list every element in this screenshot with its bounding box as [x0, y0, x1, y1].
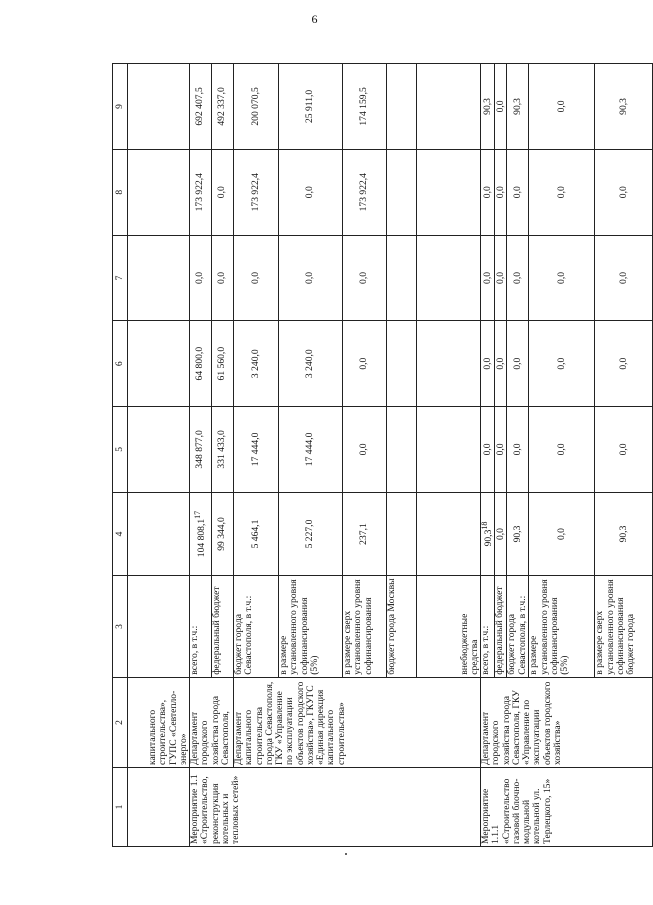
value-cell: 0,0: [279, 149, 343, 235]
source-cell: в размере установленного уровня софинансирования (5%): [529, 576, 595, 678]
value-cell: 0,0: [279, 235, 343, 321]
value-cell: 0,0: [495, 149, 507, 235]
value-cell: 90,3: [595, 64, 653, 150]
value-cell: 90,3$^{18}$: [481, 492, 495, 575]
value-cell: 90,3: [481, 64, 495, 150]
empty-cell: [128, 64, 190, 150]
executor-name: Департамент городского хозяйства города Севастополя,: [190, 677, 234, 767]
empty-cell: [417, 235, 481, 321]
value-cell: 0,0: [481, 407, 495, 493]
empty-cell: [417, 64, 481, 150]
source-cell: федеральный бюджет: [212, 576, 234, 678]
empty-cell: [387, 492, 417, 575]
empty-cell: [387, 407, 417, 493]
value-cell: 0,0: [343, 321, 387, 407]
value-cell: 200 070,5: [234, 64, 279, 150]
value-cell: 17 444,0: [234, 407, 279, 493]
value-cell: 0,0: [595, 407, 653, 493]
value-cell: 0,0: [212, 149, 234, 235]
value-cell: 0,0: [507, 321, 529, 407]
value-cell: 0,0: [343, 235, 387, 321]
source-cell: всего, в т.ч.:: [190, 576, 212, 678]
value-cell: 5 464,1: [234, 492, 279, 575]
header-cell: 8: [113, 149, 128, 235]
value-cell: 104 808,1$^{17}$: [190, 492, 212, 575]
empty-cell: [387, 235, 417, 321]
empty-cell: [417, 149, 481, 235]
value-cell: 5 227,0: [279, 492, 343, 575]
value-cell: 0,0: [529, 321, 595, 407]
value-cell: 90,3: [595, 492, 653, 575]
value-cell: 0,0: [529, 407, 595, 493]
empty-cell: [128, 768, 190, 847]
rotated-table-container: [112, 63, 637, 847]
source-cell: бюджет города Севастополя, в т.ч.:: [234, 576, 279, 678]
value-cell: 237,1: [343, 492, 387, 575]
value-cell: 0,0: [507, 407, 529, 493]
source-cell: бюджет города Севастополя, в т.ч.:: [507, 576, 529, 678]
header-cell: 9: [113, 64, 128, 150]
value-cell: 0,0: [595, 321, 653, 407]
empty-cell: [417, 492, 481, 575]
value-cell: 17 444,0: [279, 407, 343, 493]
value-cell: 3 240,0: [279, 321, 343, 407]
value-cell: 173 922,4: [234, 149, 279, 235]
empty-cell: [387, 321, 417, 407]
source-cell: внебюджетные средства: [417, 576, 481, 678]
value-cell: 0,0: [507, 149, 529, 235]
value-cell: 3 240,0: [234, 321, 279, 407]
header-cell: 7: [113, 235, 128, 321]
empty-cell: [387, 149, 417, 235]
value-cell: 0,0: [529, 235, 595, 321]
scan-dot: [345, 853, 347, 855]
activity-name: Мероприятие 1.1 «Строительство, реконструкция котельных и тепловых сетей»: [190, 768, 481, 847]
value-cell: 0,0: [495, 492, 507, 575]
source-cell: федеральный бюджет: [495, 576, 507, 678]
source-cell: в размере установленного уровня софинансирования (5%): [279, 576, 343, 678]
header-cell: 5: [113, 407, 128, 493]
value-cell: 0,0: [190, 235, 212, 321]
value-cell: 492 337,0: [212, 64, 234, 150]
value-cell: 0,0: [529, 492, 595, 575]
table-row: [190, 64, 212, 847]
value-cell: 0,0: [495, 321, 507, 407]
page-number: 6: [311, 12, 318, 26]
source-cell: в размере сверх установленного уровня софинансирования: [343, 576, 387, 678]
value-cell: 0,0: [495, 64, 507, 150]
value-cell: 0,0: [234, 235, 279, 321]
source-cell: бюджет города Москвы: [387, 576, 417, 678]
value-cell: 0,0: [529, 64, 595, 150]
executor-name: Департамент городского хозяйства города Севастополя, ГКУ «Управление по эксплуатации объектов городского хозяйства»: [481, 677, 653, 767]
value-cell: 0,0: [212, 235, 234, 321]
value-cell: 173 922,4: [343, 149, 387, 235]
executor-continuation: капитального строительства», ГУПС «Севтепло-энерго»: [128, 677, 190, 767]
header-cell: 6: [113, 321, 128, 407]
value-cell: 0,0: [481, 235, 495, 321]
executor-name: Департамент капитального строительства города Севастополя, ГКУ «Управление по эксплуатации объектов городского хозяйства», ГКУГС «Единая дирекция капитального строительства»: [234, 677, 481, 767]
value-cell: 0,0: [595, 235, 653, 321]
empty-cell: [417, 321, 481, 407]
value-cell: 25 911,0: [279, 64, 343, 150]
empty-cell: [128, 407, 190, 493]
funding-table: [112, 63, 653, 847]
value-cell: 0,0: [507, 235, 529, 321]
source-cell: в размере сверх установленного уровня софинансирования бюджет города: [595, 576, 653, 678]
header-cell: 4: [113, 492, 128, 575]
value-cell: 0,0: [495, 407, 507, 493]
value-cell: 331 433,0: [212, 407, 234, 493]
value-cell: 90,3: [507, 492, 529, 575]
value-cell: 61 560,0: [212, 321, 234, 407]
value-cell: 348 877,0: [190, 407, 212, 493]
continuation-row: [128, 64, 190, 847]
table-row: [234, 64, 279, 847]
value-cell: 174 159,5: [343, 64, 387, 150]
table-row: [481, 64, 495, 847]
value-cell: 0,0: [343, 407, 387, 493]
header-cell: 3: [113, 576, 128, 678]
empty-cell: [128, 576, 190, 678]
value-cell: 64 800,0: [190, 321, 212, 407]
activity-name: Мероприятие 1.1.1 «Строительство газовой блочно-модульной котельной ул. Терлецкого, 15»: [481, 768, 653, 847]
header-row: [113, 64, 128, 847]
value-cell: 0,0: [481, 321, 495, 407]
empty-cell: [128, 235, 190, 321]
header-cell: 1: [113, 768, 128, 847]
value-cell: 173 922,4: [190, 149, 212, 235]
value-cell: 0,0: [495, 235, 507, 321]
empty-cell: [128, 492, 190, 575]
empty-cell: [128, 149, 190, 235]
value-cell: 0,0: [481, 149, 495, 235]
empty-cell: [128, 321, 190, 407]
empty-cell: [417, 407, 481, 493]
header-cell: 2: [113, 677, 128, 767]
value-cell: 90,3: [507, 64, 529, 150]
source-cell: всего, в т.ч.:: [481, 576, 495, 678]
value-cell: 0,0: [529, 149, 595, 235]
empty-cell: [387, 64, 417, 150]
value-cell: 0,0: [595, 149, 653, 235]
value-cell: 99 344,0: [212, 492, 234, 575]
value-cell: 692 407,5: [190, 64, 212, 150]
